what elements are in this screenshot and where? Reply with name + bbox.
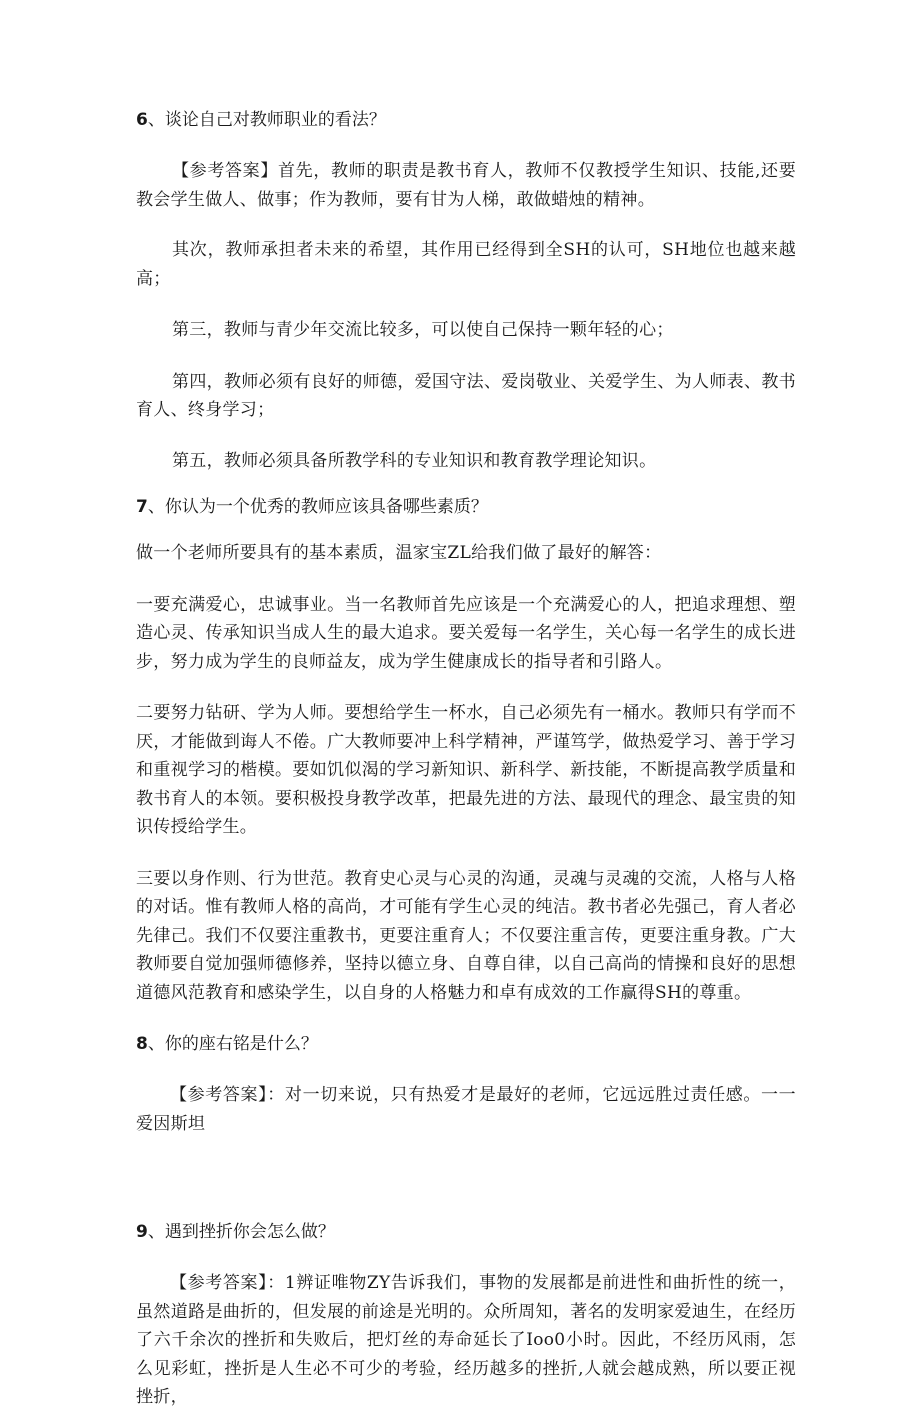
question-text: 、你认为一个优秀的教师应该具备哪些素质？	[147, 497, 488, 517]
document-page	[136, 106, 796, 1412]
question-text: 、你的座右铭是什么？	[147, 1034, 318, 1054]
question-9-heading	[136, 1218, 796, 1246]
q6-answer: 【参考答案】首先，教师的职责是教书育人，教师不仅教授学生知识、技能,还要教会学生做人、做事；作为教师，要有甘为人梯，敢做蜡烛的精神。	[136, 161, 796, 210]
question-text: 、遇到挫折你会怎么做？	[147, 1222, 335, 1242]
q6-paragraph-5: 第五，教师必须具备所教学科的专业知识和教育教学理论知识。	[172, 450, 657, 471]
q7-intro: 做一个老师所要具有的基本素质，温家宝ZL给我们做了最好的解答：	[136, 543, 662, 563]
q6-paragraph-3: 第三，教师与青少年交流比较多，可以使自己保持一颗年轻的心；	[172, 320, 674, 340]
q7-paragraph-1: 一要充满爱心，忠诚事业。当一名教师首先应该是一个充满爱心的人，把追求理想、塑造心灵、传承知识当成人生的最大追求。要关爱每一名学生，关心每一名学生的成长进步，努力成为学生的良师益友，成为学生健康成长的指导者和引路人。	[136, 594, 796, 672]
question-number: 9	[136, 1222, 148, 1242]
q6-paragraph-2: 其次，教师承担者未来的希望，其作用已经得到全SH的认可，SH地位也越来越高；	[136, 240, 796, 289]
question-8-heading	[136, 1030, 796, 1058]
question-number: 6	[136, 110, 148, 130]
question-number: 7	[136, 497, 148, 517]
q8-answer: 【参考答案】：对一切来说，只有热爱才是最好的老师，它远远胜过责任感。一一爱因斯坦	[136, 1085, 796, 1134]
question-6-heading	[136, 106, 796, 134]
q6-paragraph-4: 第四，教师必须有良好的师德，爱国守法、爱岗敬业、关爱学生、为人师表、教书育人、终身学习；	[136, 371, 796, 420]
q7-paragraph-3: 三要以身作则、行为世范。教育史心灵与心灵的沟通，灵魂与灵魂的交流，人格与人格的对话。惟有教师人格的高尚，才可能有学生心灵的纯洁。教书者必先强己，育人者必先律己。我们不仅要注重教书，更要注重育人；不仅要注重言传，更要注重身教。广大教师要自觉加强师德修养，坚持以德立身、自尊自律，以自己高尚的情操和良好的思想道德风范教育和感染学生，以自身的人格魅力和卓有成效的工作赢得SH的尊重。	[136, 868, 796, 1003]
question-number: 8	[136, 1034, 148, 1054]
q7-paragraph-2: 二要努力钻研、学为人师。要想给学生一杯水，自己必须先有一桶水。教师只有学而不厌，才能做到诲人不倦。广大教师要冲上科学精神，严谨笃学，做热爱学习、善于学习和重视学习的楷模。要如饥似渴的学习新知识、新科学、新技能，不断提高教学质量和教书育人的本领。要积极投身教学改革，把最先进的方法、最现代的理念、最宝贵的知识传授给学生。	[136, 703, 796, 837]
question-7-heading	[136, 493, 796, 521]
q9-answer: 【参考答案】：1辨证唯物ZY告诉我们，事物的发展都是前进性和曲折性的统一，虽然道路是曲折的，但发展的前途是光明的。众所周知，著名的发明家爱迪生，在经历了六千余次的挫折和失败后，把灯丝的寿命延长了Ioo0小时。因此，不经历风雨，怎么见彩虹，挫折是人生必不可少的考验，经历越多的挫折,人就会越成熟，所以要正视挫折，	[136, 1273, 796, 1407]
question-text: 、谈论自己对教师职业的看法？	[147, 110, 386, 130]
